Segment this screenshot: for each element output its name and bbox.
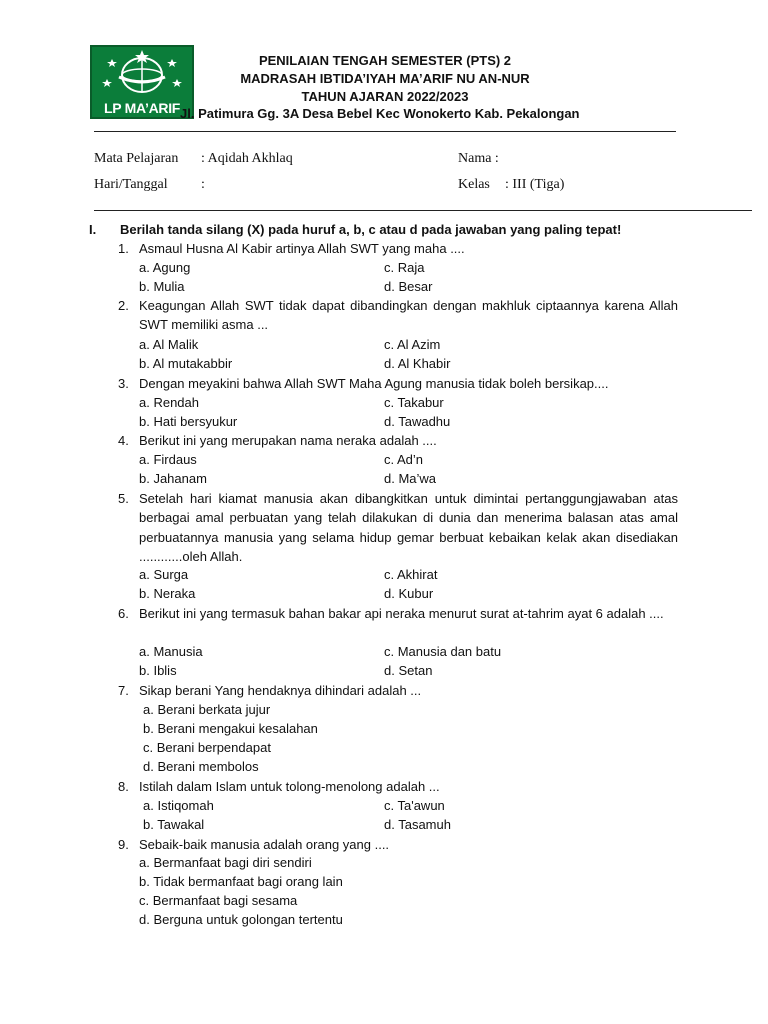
section-number: I. xyxy=(89,222,97,237)
option-d: d. Tasamuh xyxy=(384,817,451,832)
option-c: c. Takabur xyxy=(384,395,444,410)
question-text: Sikap berani Yang hendaknya dihindari adalah ... xyxy=(139,683,422,698)
option-a: a. Berani berkata jujur xyxy=(143,702,271,717)
option-b: b. Tawakal xyxy=(143,817,205,832)
school-name: MADRASAH IBTIDA’IYAH MA’ARIF NU AN-NUR xyxy=(240,71,530,86)
subject-value: : Aqidah Akhlaq xyxy=(201,151,293,166)
option-a: a. Istiqomah xyxy=(143,798,214,813)
question-number: 6. xyxy=(118,606,129,621)
question-5 xyxy=(118,489,678,566)
exam-title: PENILAIAN TENGAH SEMESTER (PTS) 2 xyxy=(258,53,512,68)
option-a: a. Manusia xyxy=(139,644,203,659)
option-c: c. Berani berpendapat xyxy=(143,740,271,755)
option-c: c. Al Azim xyxy=(384,337,441,352)
question-number: 9. xyxy=(118,837,129,852)
question-text: Sebaik-baik manusia adalah orang yang .... xyxy=(139,837,390,852)
option-a: a. Al Malik xyxy=(139,337,199,352)
question-text: Setelah hari kiamat manusia akan dibangkitkan untuk dimintai pertanggungjawaban atas berbagai amal perbuatan yang telah dilakukan di dunia dan menerima balasan atas amal perbuatannya manusia yang selama hidup gemar berbuat kebaikan kelak akan disediakan ............oleh Allah. xyxy=(139,491,678,564)
school-address: Jl. Patimura Gg. 3A Desa Bebel Kec Wonokerto Kab. Pekalongan xyxy=(180,106,580,121)
question-number: 2. xyxy=(118,298,129,313)
header-divider xyxy=(94,131,676,132)
question-text: Dengan meyakini bahwa Allah SWT Maha Agung manusia tidak boleh bersikap.... xyxy=(139,376,609,391)
question-2 xyxy=(118,296,678,335)
question-text: Asmaul Husna Al Kabir artinya Allah SWT yang maha .... xyxy=(139,241,465,256)
option-d: d. Berani membolos xyxy=(143,759,259,774)
question-9 xyxy=(118,835,678,854)
question-number: 1. xyxy=(118,241,129,256)
option-a: a. Bermanfaat bagi diri sendiri xyxy=(139,855,312,870)
option-b: b. Berani mengakui kesalahan xyxy=(143,721,318,736)
question-4 xyxy=(118,431,678,450)
option-c: c. Ad’n xyxy=(384,452,424,467)
option-d: d. Berguna untuk golongan tertentu xyxy=(139,912,343,927)
option-c: c. Manusia dan batu xyxy=(384,644,502,659)
subject-label: Mata Pelajaran xyxy=(94,151,179,166)
instruction-text: Berilah tanda silang (X) pada huruf a, b, c atau d pada jawaban yang paling tepat! xyxy=(120,222,622,237)
option-a: a. Firdaus xyxy=(139,452,197,467)
option-b: b. Hati bersyukur xyxy=(139,414,238,429)
question-text: Berikut ini yang merupakan nama neraka adalah .... xyxy=(139,433,437,448)
question-8 xyxy=(118,777,678,796)
option-c: c. Ta'awun xyxy=(384,798,445,813)
question-text: Keagungan Allah SWT tidak dapat dibandingkan dengan makhluk ciptaannya karena Allah SWT memiliki asma ... xyxy=(139,298,678,333)
question-number: 4. xyxy=(118,433,129,448)
option-b: b. Jahanam xyxy=(139,471,207,486)
option-a: a. Rendah xyxy=(139,395,199,410)
question-6 xyxy=(118,604,678,623)
question-3 xyxy=(118,374,678,393)
academic-year: TAHUN AJARAN 2022/2023 xyxy=(301,89,469,104)
info-divider xyxy=(94,210,752,211)
question-number: 5. xyxy=(118,491,129,506)
option-d: d. Ma’wa xyxy=(384,471,437,486)
question-number: 8. xyxy=(118,779,129,794)
question-text: Berikut ini yang termasuk bahan bakar api neraka menurut surat at-tahrim ayat 6 adalah .... xyxy=(139,606,664,621)
question-number: 7. xyxy=(118,683,129,698)
class-value: : III (Tiga) xyxy=(505,177,565,192)
option-d: d. Al Khabir xyxy=(384,356,451,371)
option-c: c. Raja xyxy=(384,260,425,275)
option-c: c. Akhirat xyxy=(384,567,438,582)
class-label: Kelas xyxy=(458,177,490,192)
document-header xyxy=(175,52,595,106)
logo-label: LP MA’ARIF xyxy=(103,100,181,116)
option-c: c. Bermanfaat bagi sesama xyxy=(139,893,298,908)
option-d: d. Besar xyxy=(384,279,433,294)
option-d: d. Kubur xyxy=(384,586,434,601)
question-1 xyxy=(118,239,678,258)
name-label: Nama : xyxy=(458,151,499,166)
option-a: a. Surga xyxy=(139,567,189,582)
question-number: 3. xyxy=(118,376,129,391)
question-text: Istilah dalam Islam untuk tolong-menolong adalah ... xyxy=(139,779,440,794)
option-d: d. Setan xyxy=(384,663,433,678)
date-value: : xyxy=(201,177,205,192)
option-b: b. Mulia xyxy=(139,279,185,294)
option-b: b. Neraka xyxy=(139,586,196,601)
option-b: b. Iblis xyxy=(139,663,177,678)
date-label: Hari/Tanggal xyxy=(94,177,168,192)
option-b: b. Al mutakabbir xyxy=(139,356,233,371)
option-a: a. Agung xyxy=(139,260,191,275)
option-b: b. Tidak bermanfaat bagi orang lain xyxy=(139,874,343,889)
question-7 xyxy=(118,681,678,700)
option-d: d. Tawadhu xyxy=(384,414,451,429)
